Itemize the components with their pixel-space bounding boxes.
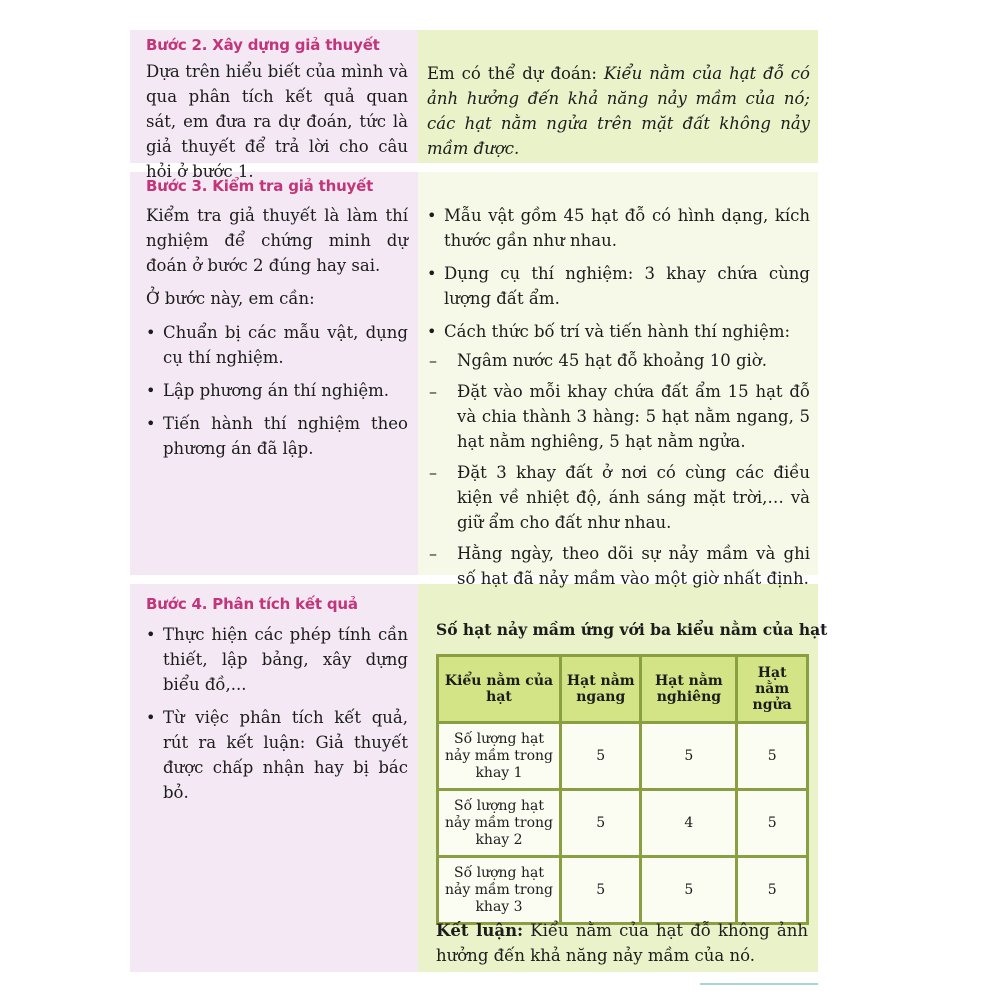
table-cell: 5	[561, 790, 641, 857]
list-item: • Lập phương án thí nghiệm.	[146, 378, 408, 403]
table-cell: 5	[641, 723, 737, 790]
table-row	[438, 857, 808, 924]
conclusion-text: Kiểu nằm của hạt đỗ không ảnh hưởng đến khả năng nảy mầm của nó.	[436, 921, 808, 965]
row-label: Số lượng hạt nảy mầm trong khay 3	[438, 857, 561, 924]
list-item	[427, 319, 810, 591]
table-header-row	[438, 656, 808, 723]
step4-left-list	[146, 622, 408, 805]
procedure-steps	[427, 348, 810, 591]
germination-table	[436, 654, 809, 925]
step3-sub: Ở bước này, em cần:	[146, 289, 315, 308]
step4-left-text	[146, 622, 408, 813]
step4-heading: Bước 4. Phân tích kết quả	[146, 595, 358, 613]
footer-rule	[700, 983, 818, 985]
table-cell: 5	[737, 790, 808, 857]
table-cell: 5	[561, 723, 641, 790]
step3-left-text	[146, 203, 408, 469]
table-cell: 5	[641, 857, 737, 924]
table-cell: 5	[737, 723, 808, 790]
step3-intro: Kiểm tra giả thuyết là làm thí nghiệm để chứng minh dự đoán ở bước 2 đúng hay sai.	[146, 206, 408, 275]
list-item: • Chuẩn bị các mẫu vật, dụng cụ thí nghiệm.	[146, 320, 408, 370]
row-label: Số lượng hạt nảy mầm trong khay 2	[438, 790, 561, 857]
table-cell: 4	[641, 790, 737, 857]
list-item: • Dụng cụ thí nghiệm: 3 khay chứa cùng lượng đất ẩm.	[427, 261, 810, 311]
step3-right-list	[427, 203, 810, 591]
list-item: • Mẫu vật gồm 45 hạt đỗ có hình dạng, kích thước gần như nhau.	[427, 203, 810, 253]
procedure-step: – Ngâm nước 45 hạt đỗ khoảng 10 giờ.	[427, 348, 810, 373]
step2-paragraph: Dựa trên hiểu biết của mình và qua phân tích kết quả quan sát, em đưa ra dự đoán, tức là giả thuyết để trả lời cho câu hỏi ở bước 1.	[146, 62, 408, 181]
conclusion	[436, 918, 808, 968]
procedure-label: Cách thức bố trí và tiến hành thí nghiệm:	[444, 322, 791, 341]
table-cell: 5	[561, 857, 641, 924]
procedure-step: – Hằng ngày, theo dõi sự nảy mầm và ghi số hạt đã nảy mầm vào một giờ nhất định.	[427, 541, 810, 591]
table-header: Hạt nằm ngửa	[737, 656, 808, 723]
table-header: Kiểu nằm của hạt	[438, 656, 561, 723]
step2-prediction	[427, 61, 810, 161]
table-header: Hạt nằm ngang	[561, 656, 641, 723]
procedure-step: – Đặt 3 khay đất ở nơi có cùng các điều kiện về nhiệt độ, ánh sáng mặt trời,… và giữ ẩm cho đất như nhau.	[427, 460, 810, 535]
row-label: Số lượng hạt nảy mầm trong khay 1	[438, 723, 561, 790]
list-item: • Thực hiện các phép tính cần thiết, lập bảng, xây dựng biểu đồ,...	[146, 622, 408, 697]
step2-left-text	[146, 59, 408, 184]
step2-heading: Bước 2. Xây dựng giả thuyết	[146, 36, 380, 54]
step2-right-text	[427, 61, 810, 161]
table-title: Số hạt nảy mầm ứng với ba kiểu nằm của hạt	[436, 620, 828, 639]
step2-prediction-prefix: Em có thể dự đoán:	[427, 64, 604, 83]
table-row	[438, 790, 808, 857]
conclusion-label: Kết luận:	[436, 921, 524, 940]
table-header: Hạt nằm nghiêng	[641, 656, 737, 723]
step3-left-list	[146, 320, 408, 461]
list-item: • Từ việc phân tích kết quả, rút ra kết luận: Giả thuyết được chấp nhận hay bị bác bỏ.	[146, 705, 408, 805]
step3-right-text	[427, 203, 810, 597]
step3-heading: Bước 3. Kiểm tra giả thuyết	[146, 177, 374, 195]
table-cell: 5	[737, 857, 808, 924]
table-row	[438, 723, 808, 790]
list-item: • Tiến hành thí nghiệm theo phương án đã lập.	[146, 411, 408, 461]
step2-prediction-italic: Kiểu nằm của hạt đỗ có ảnh hưởng đến khả năng nảy mầm của nó; các hạt nằm ngửa trên mặt đất không nảy mầm được.	[427, 64, 810, 158]
procedure-step: – Đặt vào mỗi khay chứa đất ẩm 15 hạt đỗ và chia thành 3 hàng: 5 hạt nằm ngang, 5 hạt nằm nghiêng, 5 hạt nằm ngửa.	[427, 379, 810, 454]
